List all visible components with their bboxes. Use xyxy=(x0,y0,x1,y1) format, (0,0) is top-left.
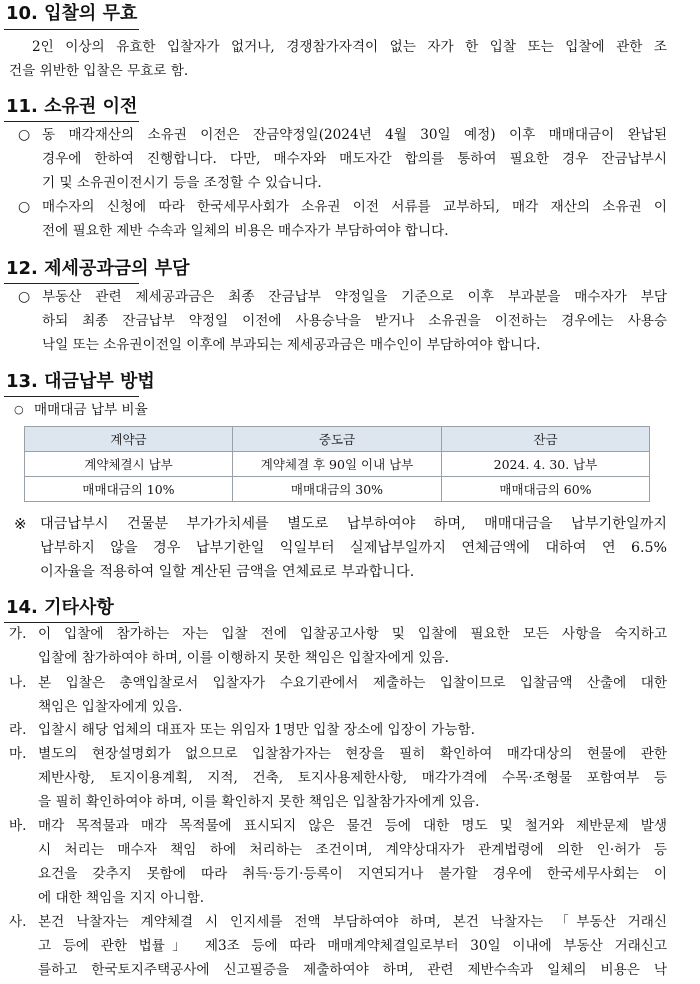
item-sa-line-1: 본건 낙찰자는 계약체결 시 인지세를 전액 부담하여야 하며, 본건 낙찰자는 「부동산 거래신 xyxy=(38,914,667,930)
item-ma-line-3: 을 필히 확인하여야 하며, 이를 확인하지 못한 책임은 입찰참가자에게 있음. xyxy=(38,794,480,810)
bullet-small-circle: ○ xyxy=(14,403,24,416)
item-sa-line-2: 고 등에 관한 법률」 제3조 등에 따라 매매계약체결일로부터 30일 이내에 부동산 거래신고 xyxy=(38,938,667,954)
section-10-line-1: 2인 이상의 유효한 입찰자가 없거나, 경쟁참가자격이 없는 자가 한 입찰 또는 입찰에 관한 조 xyxy=(32,39,667,55)
item-marker: 가. xyxy=(9,626,27,642)
payment-note-line-1: 대금납부시 건물분 부가가치세를 별도로 납부하여야 하며, 매매대금을 납부기한일까지 xyxy=(40,516,667,532)
table-cell: 매매대금의 30% xyxy=(233,477,442,502)
item-ma-line-1: 별도의 현장설명회가 없으므로 입찰참가자는 현장을 필히 확인하여 매각대상의 현물에 관한 xyxy=(38,746,667,762)
section-11-item-1-line-3: 기 및 소유권이전시기 등을 조정할 수 있습니다. xyxy=(42,175,322,191)
item-ga-line-2: 입찰에 참가하여야 하며, 이를 이행하지 못한 책임은 입찰자에게 있음. xyxy=(38,650,449,666)
bullet-circle: ○ xyxy=(18,127,31,143)
payment-ratio-table xyxy=(24,426,650,502)
item-na-line-2: 책임은 입찰자에게 있음. xyxy=(38,699,183,715)
section-11-item-2-line-1: 매수자의 신청에 따라 한국세무사회가 소유권 이전 서류를 교부하되, 매각 재산의 소유권 이 xyxy=(42,199,667,215)
item-marker: 라. xyxy=(9,722,27,738)
table-row xyxy=(25,477,650,502)
section-11-item-1-line-2: 경우에 한하여 진행합니다. 다만, 매수자와 매도자간 합의를 통하여 필요한 경우 잔금납부시 xyxy=(42,151,667,167)
item-ga-line-1: 이 입찰에 참가하는 자는 입찰 전에 입찰공고사항 및 입찰에 필요한 모든 사항을 숙지하고 xyxy=(38,626,667,642)
item-marker: 바. xyxy=(9,818,27,834)
bullet-circle: ○ xyxy=(18,199,31,215)
section-11-title: 11. 소유권 이전 xyxy=(6,96,138,117)
item-na-line-1: 본 입찰은 총액입찰로서 입찰자가 수요기관에서 제출하는 입찰이므로 입찰금액 산출에 대한 xyxy=(38,675,667,691)
section-12-item-1-line-1: 부동산 관련 제세공과금은 최종 잔금납부 약정일을 기준으로 이후 부과분을 매수자가 부담 xyxy=(42,289,667,305)
bullet-circle: ○ xyxy=(18,289,31,305)
payment-note-line-2: 납부하지 않을 경우 납부기한일 익일부터 실제납부일까지 연체금액에 대하여 연 6.5% xyxy=(40,540,667,556)
table-cell: 계약체결 후 90일 이내 납부 xyxy=(233,452,442,477)
table-header-row xyxy=(25,427,650,452)
table-cell: 매매대금의 10% xyxy=(25,477,233,502)
section-14-underline xyxy=(4,622,139,623)
table-header-cell: 중도금 xyxy=(233,427,442,452)
section-11-item-1-line-1: 동 매각재산의 소유권 이전은 잔금약정일(2024년 4월 30일 예정) 이후 매매대금이 완납된 xyxy=(42,127,667,143)
item-ma-line-2: 제반사항, 토지이용계획, 지적, 건축, 토지사용제한사항, 매각가격에 수목·조형물 포함여부 등 xyxy=(38,770,667,786)
table-cell: 매매대금의 60% xyxy=(442,477,650,502)
item-ba-line-1: 매각 목적물과 매각 목적물에 표시되지 않은 물건 등에 대한 명도 및 철거와 제반문제 발생 xyxy=(38,818,667,834)
item-marker: 나. xyxy=(9,675,27,691)
section-12-underline xyxy=(4,283,139,284)
item-ra-line-1: 입찰시 해당 업체의 대표자 또는 위임자 1명만 입찰 장소에 입장이 가능함. xyxy=(38,722,475,738)
item-marker: 사. xyxy=(9,914,27,930)
item-ba-line-3: 요건을 갖추지 못함에 따라 취득·등기·등록이 지연되거나 불가할 경우에 한국세무사회는 이 xyxy=(38,866,667,882)
table-row xyxy=(25,452,650,477)
section-14-title: 14. 기타사항 xyxy=(6,597,114,618)
section-13-title: 13. 대금납부 방법 xyxy=(6,371,155,392)
section-13-underline xyxy=(4,396,139,397)
section-10-underline xyxy=(4,29,139,30)
section-10-title: 10. 입찰의 무효 xyxy=(6,3,138,24)
section-12-title: 12. 제세공과금의 부담 xyxy=(6,258,190,279)
payment-note-line-3: 이자율을 적용하여 일할 계산된 금액을 연체료로 부과합니다. xyxy=(40,564,415,580)
item-ba-line-2: 시 처리는 매수자 책임 하에 처리하는 조건이며, 계약상대자가 관계법령에 의한 인·허가 등 xyxy=(38,842,667,858)
section-11-item-2-line-2: 전에 필요한 제반 수속과 일체의 비용은 매수자가 부담하여야 합니다. xyxy=(42,223,449,239)
payment-ratio-label: 매매대금 납부 비율 xyxy=(34,402,148,418)
table-cell: 2024. 4. 30. 납부 xyxy=(442,452,650,477)
section-10-line-2: 건을 위반한 입찰은 무효로 함. xyxy=(9,63,189,79)
section-11-underline xyxy=(4,121,139,122)
table-header-cell: 잔금 xyxy=(442,427,650,452)
item-sa-line-3: 를하고 한국토지주택공사에 신고필증을 제출하여야 하며, 관련 제반수속과 일체의 비용은 낙 xyxy=(38,962,667,978)
item-ba-line-4: 에 대한 책임을 지지 아니함. xyxy=(38,890,205,906)
section-12-item-1-line-2: 하되 최종 잔금납부 약정일 이전에 사용승낙을 받거나 소유권을 이전하는 경우에는 사용승 xyxy=(42,313,667,329)
table-cell: 계약체결시 납부 xyxy=(25,452,233,477)
table-header-cell: 계약금 xyxy=(25,427,233,452)
section-12-item-1-line-3: 낙일 또는 소유권이전일 이후에 부과되는 제세공과금은 매수인이 부담하여야 합니다. xyxy=(42,337,541,353)
item-marker: 마. xyxy=(9,746,27,762)
reference-mark: ※ xyxy=(14,515,27,533)
